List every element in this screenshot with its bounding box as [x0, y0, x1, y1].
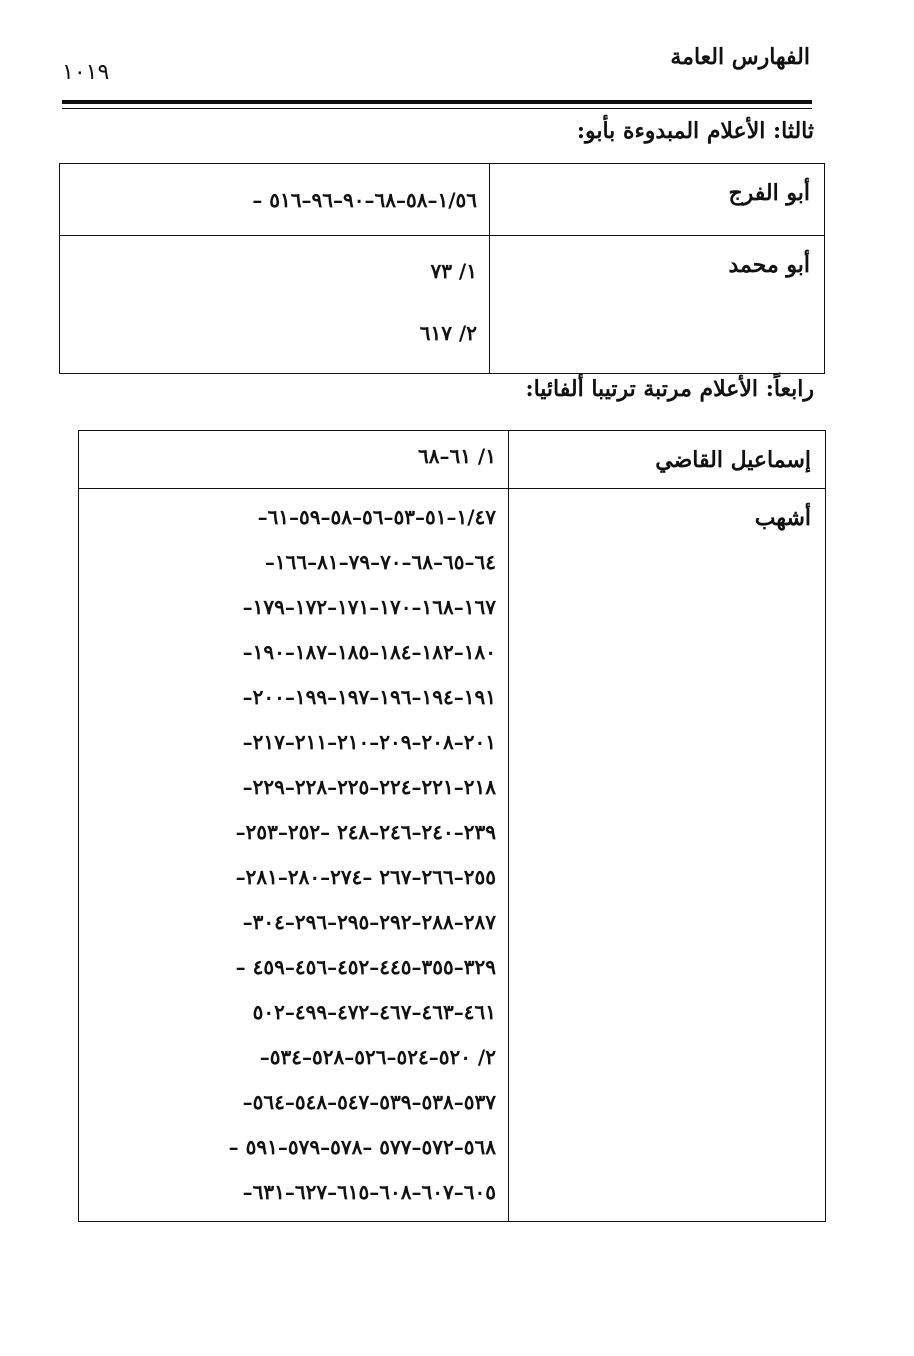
- page-refs-line: ٥٣٧–٥٣٨–٥٣٩–٥٤٧–٥٤٨–٥٦٤–: [242, 1090, 496, 1114]
- page-refs-line: ١/ ٧٣: [430, 259, 477, 283]
- table-row: [60, 164, 825, 236]
- page-refs-line: ٣٢٩–٣٥٥–٤٤٥–٤٥٢–٤٥٦–٤٥٩ –: [235, 955, 496, 979]
- page-refs-line: ٢/ ٦١٧: [419, 321, 477, 345]
- section-3-table: [59, 163, 825, 374]
- page-refs-line: ٥٦٨–٥٧٢–٥٧٧ –٥٧٨–٥٧٩–٥٩١ –: [228, 1135, 496, 1159]
- page-refs-line: ١/٤٧–٥١–٥٣–٥٦–٥٨–٥٩–٦١–: [257, 505, 496, 529]
- page-refs-line: ٢/ ٥٢٠–٥٢٤–٥٢٦–٥٢٨–٥٣٤–: [259, 1045, 496, 1069]
- page-refs-line: ١/ ٦١–٦٨: [418, 444, 496, 468]
- section-4-heading: رابعاً: الأعلام مرتبة ترتيبا ألفائيا:: [525, 376, 814, 402]
- page-refs-line: ٢١٨–٢٢١–٢٢٤–٢٢٥–٢٢٨–٢٢٩–: [242, 775, 496, 799]
- header-rule-thin: [62, 108, 812, 109]
- page-refs-line: ٢٠١–٢٠٨–٢٠٩–٢١٠–٢١١–٢١٧–: [242, 730, 496, 754]
- table-row: [60, 236, 825, 374]
- section-3-heading: ثالثا: الأعلام المبدوءة بأبو:: [576, 118, 814, 144]
- page-header: [62, 40, 810, 86]
- page-refs-line: ٢٣٩–٢٤٠–٢٤٦–٢٤٨ –٢٥٢–٢٥٣–: [235, 820, 496, 844]
- entry-pages: [60, 236, 490, 374]
- page-refs-line: ٢٨٧–٢٨٨–٢٩٢–٢٩٥–٢٩٦–٣٠٤–: [242, 910, 496, 934]
- page-refs-line: ١٦٧–١٦٨–١٧٠–١٧١–١٧٢–١٧٩–: [242, 595, 496, 619]
- entry-name: إسماعيل القاضي: [509, 431, 826, 489]
- entry-pages: [79, 431, 509, 489]
- entry-pages: [79, 489, 509, 1222]
- page-refs-line: ٦٤–٦٥–٦٨–٧٠–٧٩–٨١–١٦٦–: [264, 550, 496, 574]
- page-refs-line: ٢٥٥–٢٦٦–٢٦٧ –٢٧٤–٢٨٠–٢٨١–: [235, 865, 496, 889]
- page-refs-line: ١/٥٦–٥٨–٦٨–٩٠–٩٦–٥١٦ –: [252, 188, 477, 212]
- section-4-table: [78, 430, 826, 1222]
- entry-name: أشهب: [509, 489, 826, 1222]
- entry-pages: [60, 164, 490, 236]
- table-row: [79, 489, 826, 1222]
- page-refs-line: ٤٦١–٤٦٣–٤٦٧–٤٧٢–٤٩٩–٥٠٢: [252, 1000, 496, 1024]
- entry-name: أبو محمد: [490, 236, 825, 374]
- header-rule-thick: [62, 100, 812, 104]
- page-refs-line: ١٩١–١٩٤–١٩٦–١٩٧–١٩٩–٢٠٠–: [242, 685, 496, 709]
- page-refs-line: ٦٠٥–٦٠٧–٦٠٨–٦١٥–٦٢٧–٦٣١–: [242, 1180, 496, 1204]
- running-title: الفهارس العامة: [670, 44, 810, 70]
- page-number: ١٠١٩: [62, 60, 110, 85]
- table-row: [79, 431, 826, 489]
- entry-name: أبو الفرج: [490, 164, 825, 236]
- page-refs-line: ١٨٠–١٨٢–١٨٤–١٨٥–١٨٧–١٩٠–: [242, 640, 496, 664]
